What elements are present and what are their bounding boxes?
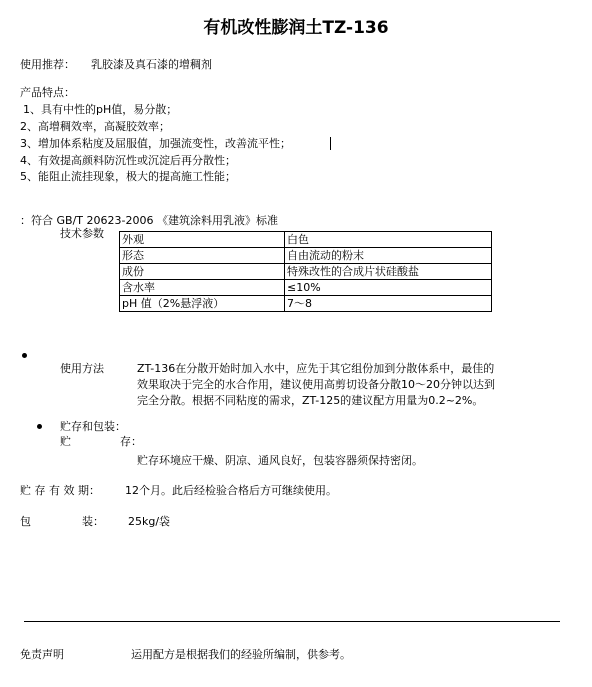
- feature-item: 5、能阻止流挂现象，极大的提高施工性能；: [20, 170, 236, 183]
- packaging-value: 25kg/袋: [128, 515, 171, 528]
- bullet-icon: [22, 353, 27, 358]
- usage-line: 完全分散。根据不同粘度的需求，ZT-125的建议配方用量为0.2~2%。: [137, 394, 484, 407]
- shelf-life-value: 12个月。此后经检验合格后方可继续使用。: [125, 484, 337, 497]
- tech-params-label: 技术参数: [60, 227, 104, 240]
- recommend-label: 使用推荐：: [20, 58, 75, 71]
- table-row: [120, 296, 492, 312]
- document-title: 有机改性膨润土TZ-136: [203, 18, 389, 38]
- feature-item: 4、有效提高颜料防沉性或沉淀后再分散性；: [20, 154, 236, 167]
- storage-heading: 贮存和包装：: [60, 420, 126, 433]
- spec-key: 外观: [120, 232, 285, 248]
- spec-value: 白色: [285, 232, 492, 248]
- usage-line: 效果取决于完全的水合作用，建议使用高剪切设备分散10～20分钟以达到: [137, 378, 495, 391]
- spec-key: 含水率: [120, 280, 285, 296]
- usage-label: 使用方法: [60, 362, 104, 375]
- shelf-life-label: 贮 存 有 效 期：: [20, 484, 100, 497]
- table-row: [120, 248, 492, 264]
- spec-value: 自由流动的粉末: [285, 248, 492, 264]
- standard-line: ：符合 GB/T 20623-2006 《建筑涂料用乳液》标准: [20, 214, 278, 227]
- usage-line: ZT-136在分散开始时加入水中，应先于其它组份加到分散体系中，最佳的: [137, 362, 495, 375]
- spec-value: 特殊改性的合成片状硅酸盐: [285, 264, 492, 280]
- spec-key: 成份: [120, 264, 285, 280]
- disclaimer-text: 运用配方是根据我们的经验所编制，供参考。: [131, 648, 351, 661]
- storage-sub-label: 贮: [60, 435, 71, 448]
- spec-value: 7～8: [285, 296, 492, 312]
- storage-sub-label: 存：: [120, 435, 142, 448]
- feature-item: 2、高增稠效率，高凝胶效率；: [20, 120, 170, 133]
- divider: [24, 621, 560, 622]
- features-heading: 产品特点：: [20, 86, 75, 99]
- table-row: [120, 264, 492, 280]
- feature-item: 3、增加体系粘度及屈服值，加强流变性，改善流平性；: [20, 137, 291, 150]
- spec-key: pH 值（2%悬浮液）: [120, 296, 285, 312]
- feature-item: 1、具有中性的pH值，易分散；: [23, 103, 178, 116]
- table-row: [120, 280, 492, 296]
- packaging-label: 装：: [82, 515, 104, 528]
- spec-key: 形态: [120, 248, 285, 264]
- storage-text: 贮存环境应干燥、阴凉、通风良好，包装容器须保持密闭。: [137, 454, 423, 467]
- spec-table: [119, 231, 492, 312]
- bullet-icon: [37, 424, 42, 429]
- table-row: [120, 232, 492, 248]
- disclaimer-label: 免责声明: [20, 648, 64, 661]
- recommend-value: 乳胶漆及真石漆的增稠剂: [91, 58, 212, 71]
- spec-value: ≤10%: [285, 280, 492, 296]
- text-cursor: [330, 137, 331, 150]
- packaging-label: 包: [20, 515, 31, 528]
